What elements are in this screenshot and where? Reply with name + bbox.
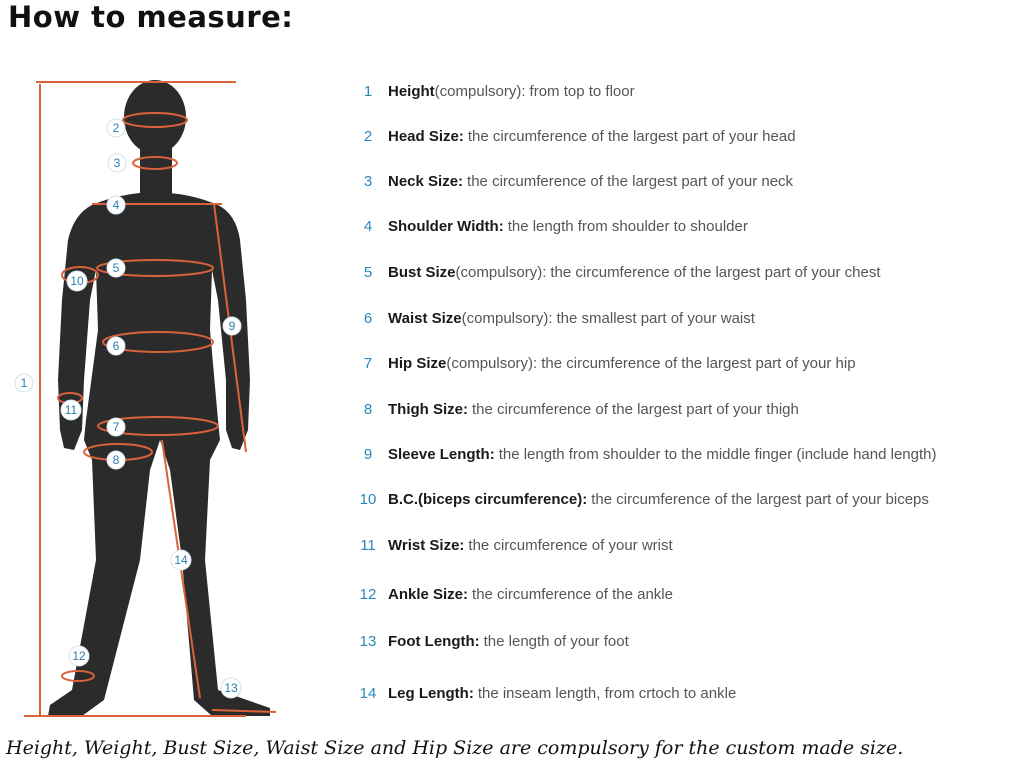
list-item: 2 Head Size : the circumference of the largest part of your head: [363, 127, 796, 145]
figure-label-3: [108, 154, 126, 172]
figure-label-7: [107, 418, 125, 436]
list-item: 13 Foot Length : the length of your foot: [359, 632, 629, 650]
figure-label-4: [107, 196, 125, 214]
figure-label-12: [69, 646, 89, 666]
figure-label-11: [61, 400, 81, 420]
list-item: 10 B.C.(biceps circumference) : the circumference of the largest part of your biceps: [359, 490, 929, 508]
figure-label-10: [67, 271, 87, 291]
figure-label-8: [107, 451, 125, 469]
svg-text:8: 8: [112, 453, 120, 467]
compulsory-note: Height, Weight, Bust Size, Waist Size and Hip Size are compulsory for the custom made size.: [6, 737, 904, 759]
svg-text:9: 9: [228, 319, 236, 333]
list-item: 6 Waist Size (compulsory) : the smallest part of your waist: [363, 309, 755, 327]
svg-text:7: 7: [112, 420, 120, 434]
page-title: How to measure:: [8, 0, 294, 34]
svg-text:5: 5: [112, 261, 120, 275]
figure-label-1: [15, 374, 33, 392]
svg-text:1: 1: [20, 376, 28, 390]
svg-text:4: 4: [112, 198, 120, 212]
list-item: 11 Wrist Size : the circumference of your wrist: [360, 536, 673, 554]
list-item: 3 Neck Size : the circumference of the largest part of your neck: [363, 172, 794, 190]
list-item: 9 Sleeve Length : the length from shoulder to the middle finger (include hand length): [363, 445, 937, 463]
figure-label-9: [223, 317, 241, 335]
figure-label-14: [171, 550, 191, 570]
list-item: 5 Bust Size (compulsory) : the circumference of the largest part of your chest: [363, 263, 881, 281]
svg-text:2: 2: [112, 121, 120, 135]
body-silhouette-figure: [0, 60, 340, 732]
svg-text:12: 12: [72, 649, 86, 663]
figure-label-6: [107, 337, 125, 355]
list-item: 8 Thigh Size : the circumference of the largest part of your thigh: [363, 400, 799, 418]
list-item: 4 Shoulder Width : the length from shoulder to shoulder: [363, 217, 748, 235]
list-item: 14 Leg Length : the inseam length, from crtoch to ankle: [359, 684, 737, 702]
svg-text:6: 6: [112, 339, 120, 353]
figure-label-13: [221, 678, 241, 698]
svg-text:11: 11: [64, 403, 78, 417]
list-item: 1 Height (compulsory) : from top to floor: [363, 82, 635, 100]
svg-text:3: 3: [113, 156, 121, 170]
figure-label-2: [107, 119, 125, 137]
svg-text:13: 13: [224, 681, 238, 695]
figure-label-5: [107, 259, 125, 277]
list-item: 7 Hip Size (compulsory) : the circumference of the largest part of your hip: [363, 354, 856, 372]
svg-text:10: 10: [70, 274, 84, 288]
svg-text:14: 14: [174, 553, 188, 567]
list-item: 12 Ankle Size : the circumference of the ankle: [359, 585, 673, 603]
